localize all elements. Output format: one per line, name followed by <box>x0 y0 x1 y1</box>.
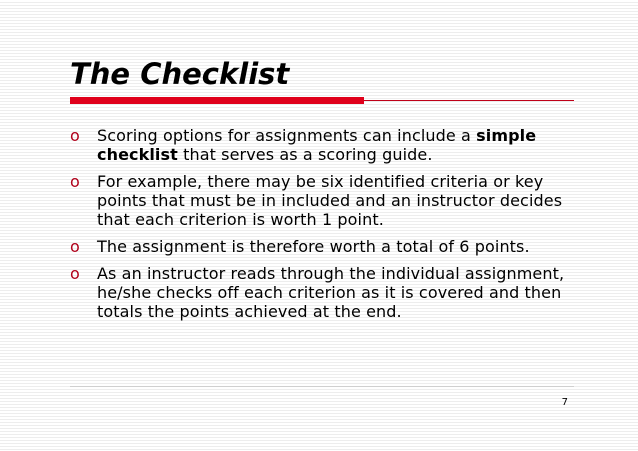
bullet-text: The assignment is therefore worth a total of 6 points. <box>97 237 530 256</box>
bullet-text: For example, there may be six identified criteria or key points that must be in included and an instructor decides that each criterion is worth 1 point. <box>97 172 563 229</box>
bullet-marker: o <box>70 237 80 256</box>
bullet-item <box>70 264 570 321</box>
bullet-bold-text: simple <box>476 126 537 145</box>
bullet-marker: o <box>70 126 80 145</box>
bullet-text-part: that serves as a scoring guide. <box>177 145 433 164</box>
bullet-marker: o <box>70 264 80 283</box>
bullet-item <box>70 237 570 256</box>
bullet-item <box>70 126 570 164</box>
bullet-text-part: Scoring options for assignments can include a <box>97 126 477 145</box>
title-underline-accent <box>70 97 364 104</box>
bullet-bold-text: checklist <box>97 145 178 164</box>
bullet-text <box>97 126 536 164</box>
bullet-list <box>70 126 570 329</box>
title-underline-rule <box>364 100 574 101</box>
slide-title: The Checklist <box>70 57 290 91</box>
bullet-item <box>70 172 570 229</box>
footer-divider <box>70 386 574 387</box>
page-number: 7 <box>561 397 568 408</box>
bullet-marker: o <box>70 172 80 191</box>
bullet-text: As an instructor reads through the individual assignment, he/she checks off each criterion as it is covered and then totals the points achieved at the end. <box>97 264 565 321</box>
